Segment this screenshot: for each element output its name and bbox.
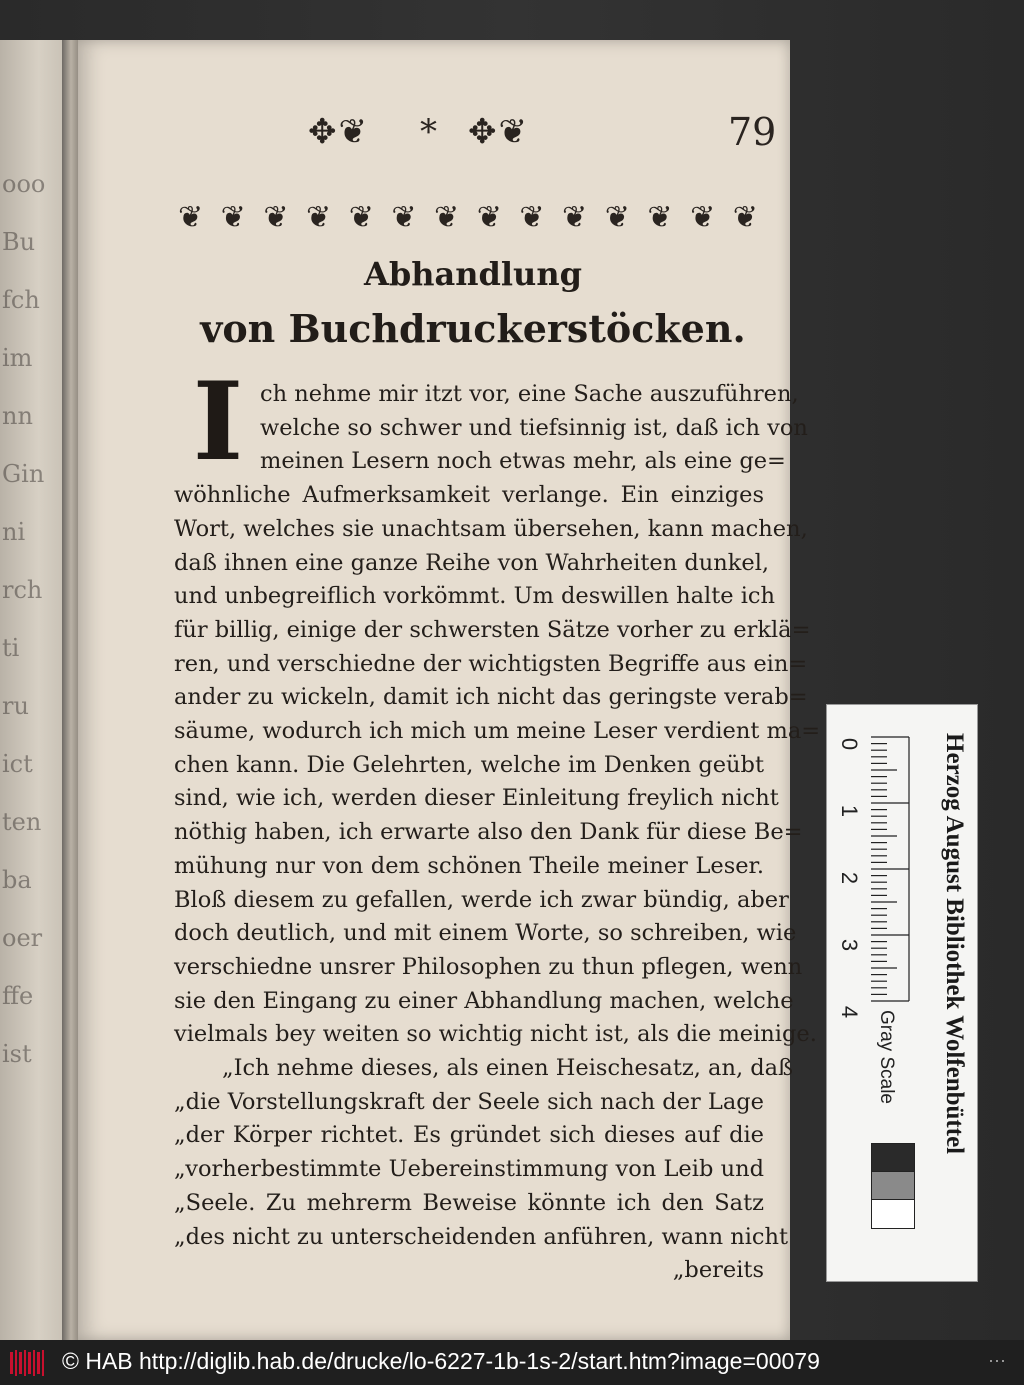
text-line: daß ihnen eine ganze Reihe von Wahrheiten dunkel, [174,549,770,576]
prev-page-text-fragment: oer [2,924,43,952]
gray-swatch-white [871,1199,915,1229]
prev-page-text-fragment: im [2,344,33,372]
ruler-number-4: 4 [837,1005,863,1019]
prev-page-text-fragment: ict [2,750,33,778]
text-line: „des nicht zu unterscheidenden anführen, wann nicht [174,1223,789,1250]
text-line: sie den Eingang zu einer Abhandlung machen, welche [174,987,794,1014]
text-line: für billig, einige der schwersten Sätze vorher zu erklä= [174,616,811,643]
text-line: Bloß diesem zu gefallen, werde ich zwar bündig, aber [174,886,789,913]
text-line: „die Vorstellungskraft der Seele sich nach der Lage [174,1088,764,1115]
text-line: sind, wie ich, werden dieser Einleitung freylich nicht [174,785,779,812]
text-line: ch nehme mir itzt vor, eine Sache auszuführen, [260,381,799,407]
header-star: * [420,112,439,152]
prev-page-text-fragment: ru [2,692,29,720]
ornamental-border: ❦ ❦ ❦ ❦ ❦ ❦ ❦ ❦ ❦ ❦ ❦ ❦ ❦ ❦ [178,200,762,235]
prev-page-text-fragment: rch [2,576,43,604]
page-number: 79 [728,110,777,154]
text-line: säume, wodurch ich mich um meine Leser verdient ma= [174,718,821,745]
prev-page-text-fragment: fch [2,286,40,314]
prev-page-text-fragment: ba [2,866,32,894]
permalink-link[interactable]: © HAB http://diglib.hab.de/drucke/lo-6227-1b-1s-2/start.htm?image=00079 [62,1348,820,1374]
text-line: nöthig haben, ich erwarte also den Dank für diese Be= [174,819,803,846]
text-line: doch deutlich, und mit einem Worte, so schreiben, wie [174,920,797,947]
ruler-number-2: 2 [837,871,863,885]
text-line: welche so schwer und tiefsinnig ist, daß ich von [260,414,808,441]
text-line: ander zu wickeln, damit ich nicht das geringste verab= [174,684,808,711]
prev-page-text-fragment: ti [2,634,20,662]
catchword: „bereits [672,1257,764,1284]
text-line: chen kann. Die Gelehrten, welche im Denken geübt [174,751,764,778]
prev-page-text-fragment: ffe [2,982,34,1010]
text-line: „vorherbestimmte Uebereinstimmung von Leib und [174,1156,764,1183]
book-page [78,40,821,1340]
color-scale-ruler [826,704,978,1282]
text-line: wöhnliche Aufmerksamkeit verlange. Ein einziges [174,482,764,509]
prev-page-text-fragment: ooo [2,170,46,198]
text-line: mühung nur von dem schönen Theile meiner Leser. [174,852,764,879]
hab-logo-icon[interactable] [8,1348,46,1378]
ruler-number-0: 0 [837,737,863,751]
prev-page-text-fragment: ist [2,1040,32,1068]
text-line: Wort, welches sie unachtsam übersehen, kann machen, [174,515,808,542]
ruler-number-3: 3 [837,938,863,952]
title-line-1: Abhandlung [364,255,582,293]
prev-page-text-fragment: nn [2,402,33,430]
footer-bar [0,1340,1024,1385]
body-text [174,378,821,1288]
gray-swatch-dark [871,1143,915,1173]
more-icon[interactable]: ··· [988,1350,1006,1370]
drop-cap: I [192,359,244,485]
ruler-number-1: 1 [837,804,863,818]
prev-page-text-fragment: ten [2,808,42,836]
gray-scale-label: Gray Scale [876,1010,897,1104]
prev-page-text-fragment: Bu [2,228,36,256]
prev-page-text-fragment: ni [2,518,26,546]
text-line: „Seele. Zu mehrerm Beweise könnte ich den Satz [174,1189,764,1216]
text-line: meinen Lesern noch etwas mehr, als eine ge= [260,448,786,475]
header-ornament-left: ✥❦ [308,112,369,152]
running-header [308,110,777,162]
text-line: verschiedne unsrer Philosophen zu thun pflegen, wenn [174,953,803,980]
text-line: ren, und verschiedne der wichtigsten Begriffe aus ein= [174,650,808,677]
ruler-tick-marks [871,733,911,1005]
text-line: „Ich nehme dieses, als einen Heischesatz, an, daß [222,1055,794,1082]
ruler-institution-label: Herzog August Bibliothek Wolfenbüttel [941,733,968,1155]
gray-swatch-mid [871,1171,915,1201]
header-ornament-right: ✥❦ [468,112,529,152]
title-line-2: von Buchdruckerstöcken. [200,306,746,351]
text-line: und unbegreiflich vorkömmt. Um deswillen halte ich [174,583,775,610]
text-line: vielmals bey weiten so wichtig nicht ist, als die meinige. [174,1021,817,1048]
prev-page-text-fragment: Gin [2,460,45,488]
text-line: „der Körper richtet. Es gründet sich dieses auf die [174,1122,764,1149]
previous-page-edge [0,40,64,1340]
